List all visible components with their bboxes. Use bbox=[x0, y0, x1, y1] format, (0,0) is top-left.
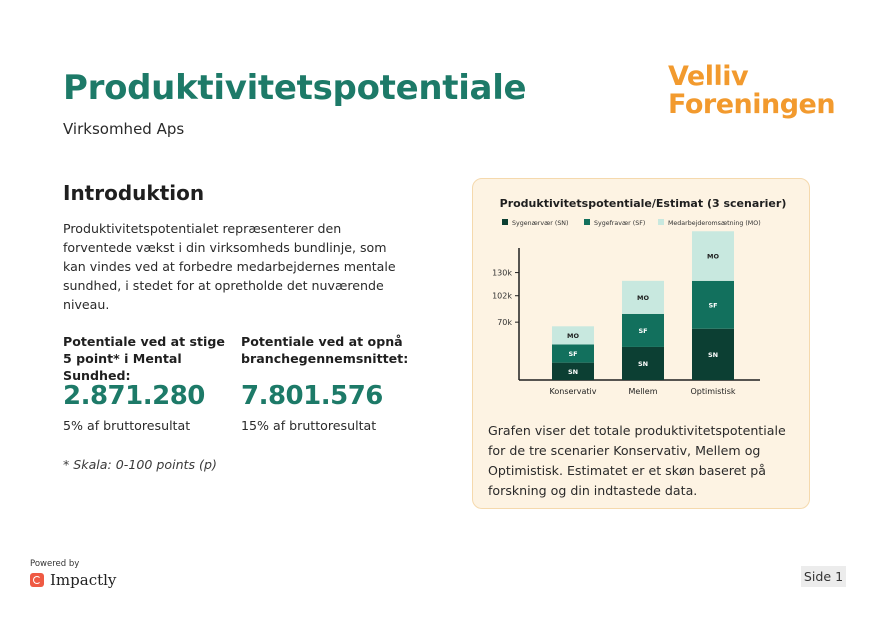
potential-label-industry-average: Potentiale ved at opnå branchegennemsnittet: bbox=[241, 334, 409, 366]
impactly-icon bbox=[30, 573, 44, 587]
legend-swatch-sn bbox=[502, 219, 508, 225]
y-tick-label-102k: 102k bbox=[492, 291, 512, 301]
chart-legend bbox=[502, 219, 761, 227]
impactly-brand: Impactly bbox=[50, 571, 117, 589]
bar-label-optimistisk-sf: SF bbox=[708, 301, 718, 310]
bar-label-mellem-sn: SN bbox=[637, 359, 649, 368]
legend-label-sn: Sygenærvær (SN) bbox=[512, 220, 569, 227]
bar-label-konservativ-sn: SN bbox=[567, 367, 579, 376]
legend-swatch-mo bbox=[658, 219, 664, 225]
page-title: Produktivitetspotentiale bbox=[63, 68, 527, 108]
legend-swatch-sf bbox=[584, 219, 590, 225]
velliv-logo bbox=[668, 63, 835, 119]
legend-label-mo: Medarbejderomsætning (MO) bbox=[668, 220, 761, 227]
chart-title: Produktivitetspotentiale/Estimat (3 scenarier) bbox=[499, 197, 787, 210]
chart-plot-area bbox=[492, 231, 760, 396]
potential-note-mental-health: 5% af bruttoresultat bbox=[63, 418, 191, 433]
potential-label-mental-health: Potentiale ved at stige 5 point* i Mental Sundhed: bbox=[63, 334, 225, 383]
logo-line-2: Foreningen bbox=[668, 89, 836, 120]
x-tick-label-konservativ: Konservativ bbox=[549, 387, 597, 396]
bar-label-mellem-sf: SF bbox=[638, 326, 648, 335]
bar-label-konservativ-mo: MO bbox=[567, 331, 579, 340]
intro-heading: Introduktion bbox=[63, 181, 205, 205]
company-name: Virksomhed Aps bbox=[63, 120, 185, 138]
logo-line-1: Velliv bbox=[668, 61, 749, 92]
potential-value-industry-average: 7.801.576 bbox=[241, 381, 383, 411]
chart-caption: Grafen viser det totale produktivitetspotentiale for de tre scenarier Konservativ, Mellem og Optimistisk. Estimatet er et skøn baseret på forskning og din indtastede data. bbox=[488, 423, 786, 498]
x-tick-label-optimistisk: Optimistisk bbox=[690, 387, 736, 396]
page-number: Side 1 bbox=[801, 566, 846, 587]
intro-paragraph: Produktivitetspotentialet repræsenterer den forventede vækst i din virksomheds bundlinje, som kan vindes ved at forbedre medarbejdernes mentale sundhed, i stedet for at opretholde det nuværende niveau. bbox=[63, 221, 396, 312]
powered-by-label: Powered by bbox=[30, 559, 80, 569]
legend-label-sf: Sygefravær (SF) bbox=[594, 220, 646, 227]
bar-label-mellem-mo: MO bbox=[637, 293, 649, 302]
y-tick-label-130k: 130k bbox=[492, 268, 512, 278]
y-tick-label-70k: 70k bbox=[497, 318, 512, 328]
bar-label-konservativ-sf: SF bbox=[568, 350, 578, 359]
potential-value-mental-health: 2.871.280 bbox=[63, 381, 205, 411]
bar-label-optimistisk-sn: SN bbox=[707, 350, 719, 359]
bar-label-optimistisk-mo: MO bbox=[707, 252, 719, 261]
impactly-logo bbox=[30, 571, 116, 589]
scale-footnote: * Skala: 0-100 points (p) bbox=[63, 457, 217, 472]
potential-note-industry-average: 15% af bruttoresultat bbox=[241, 418, 377, 433]
productivity-chart bbox=[472, 178, 810, 418]
x-tick-label-mellem: Mellem bbox=[628, 387, 658, 396]
